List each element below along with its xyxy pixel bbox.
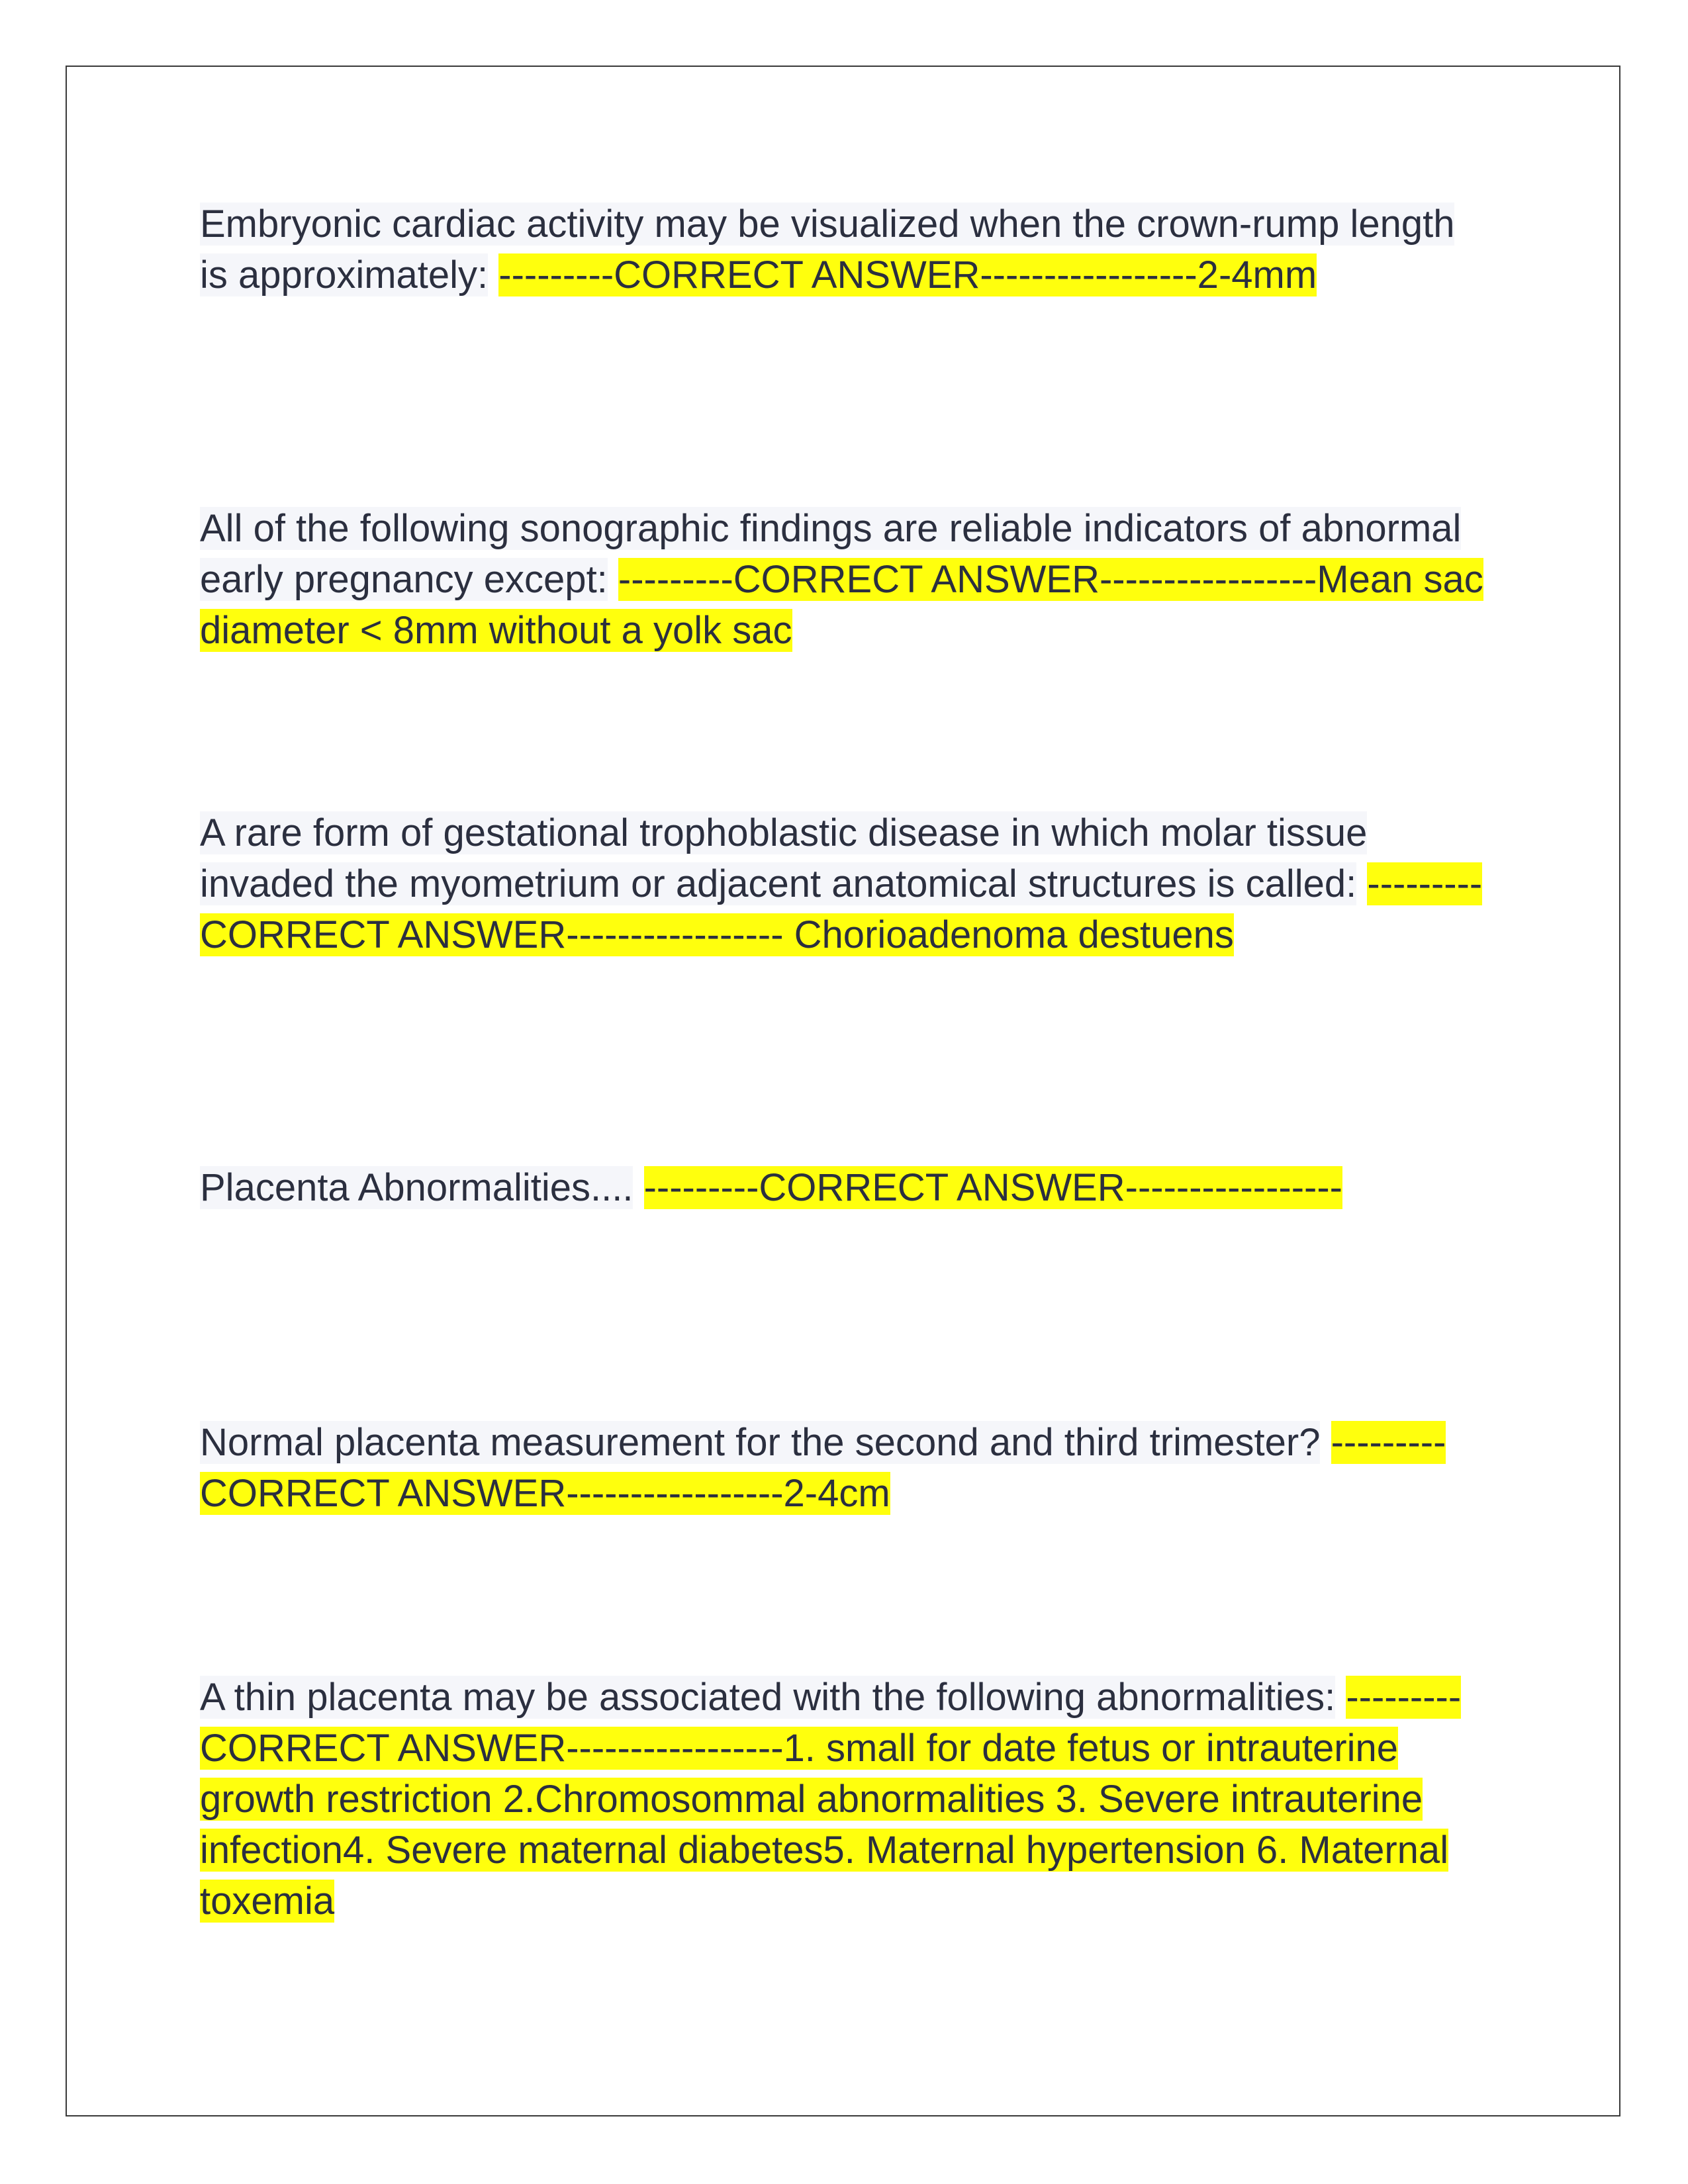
question-text: A rare form of gestational trophoblastic disease in which molar tissue invaded the myometrium or adjacent anatomical structures is called: xyxy=(200,811,1368,905)
question-text: Placenta Abnormalities.... xyxy=(200,1166,633,1209)
qa-item-4 xyxy=(200,1162,1497,1213)
question-text: All of the following sonographic findings are reliable indicators of abnormal early pregnancy except: xyxy=(200,507,1462,601)
qa-item-6 xyxy=(200,1672,1497,1927)
question-text: Normal placenta measurement for the second and third trimester? xyxy=(200,1421,1321,1464)
answer-text: ---------CORRECT ANSWER-----------------2-4cm xyxy=(200,1421,1446,1515)
answer-text: ---------CORRECT ANSWER-----------------Mean sac diameter < 8mm without a yolk sac xyxy=(200,558,1483,652)
answer-text: ---------CORRECT ANSWER-----------------1. small for date fetus or intrauterine growth restriction 2.Chromosommal abnormalities 3. Severe intrauterine infection4. Severe maternal diabetes5. Maternal hypertension 6. Maternal toxemia xyxy=(200,1676,1462,1923)
qa-item-1 xyxy=(200,199,1484,300)
question-text: Embryonic cardiac activity may be visualized when the crown-rump length is approximately: xyxy=(200,203,1455,296)
answer-text: ---------CORRECT ANSWER----------------- Chorioadenoma destuens xyxy=(200,862,1483,956)
question-text: A thin placenta may be associated with the following abnormalities: xyxy=(200,1676,1336,1719)
answer-text: ---------CORRECT ANSWER-----------------2-4mm xyxy=(498,253,1317,296)
qa-item-5 xyxy=(200,1417,1497,1519)
qa-item-3 xyxy=(200,807,1497,960)
qa-item-2 xyxy=(200,503,1497,656)
answer-text: ---------CORRECT ANSWER----------------- xyxy=(643,1166,1342,1209)
